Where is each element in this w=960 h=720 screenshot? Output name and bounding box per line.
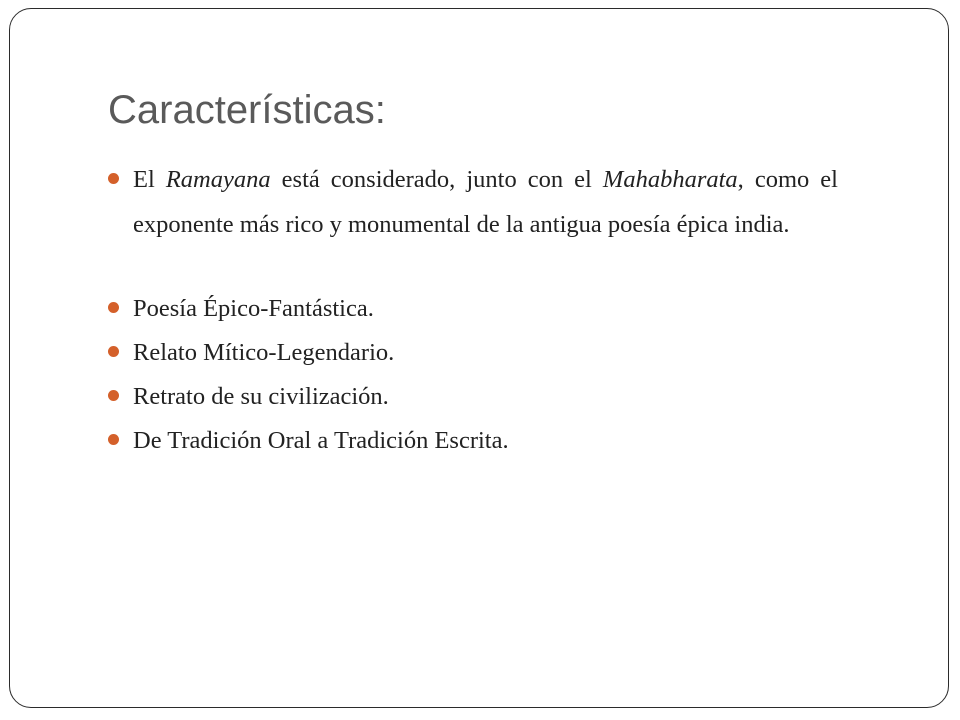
bullet-text-segment: , como el exponente más rico y monumental de la antigua poesía épica india. [133,166,838,238]
bullet-item-retrato [108,375,838,419]
slide-title: Características: [108,88,386,132]
bullet-item-ramayana [108,158,838,247]
bullet-text-segment: El [133,166,166,193]
work-title-ramayana: Ramayana [165,166,271,193]
bullet-text: Retrato de su civilización. [133,383,389,410]
bullet-item-tradicion [108,419,838,463]
bullet-text: Relato Mítico-Legendario. [133,339,395,366]
round-bullet-icon [108,434,119,445]
bullet-list [108,158,838,463]
work-title-mahabharata: Mahabharata [602,166,738,193]
bullet-item-poesia [108,287,838,331]
round-bullet-icon [108,390,119,401]
round-bullet-icon [108,302,119,313]
round-bullet-icon [108,173,119,184]
round-bullet-icon [108,346,119,357]
bullet-item-relato [108,331,838,375]
bullet-text-segment: está considerado, junto con el [270,166,603,193]
list-spacer [108,247,838,287]
bullet-text: De Tradición Oral a Tradición Escrita. [133,427,509,454]
bullet-text: Poesía Épico-Fantástica. [133,295,374,322]
